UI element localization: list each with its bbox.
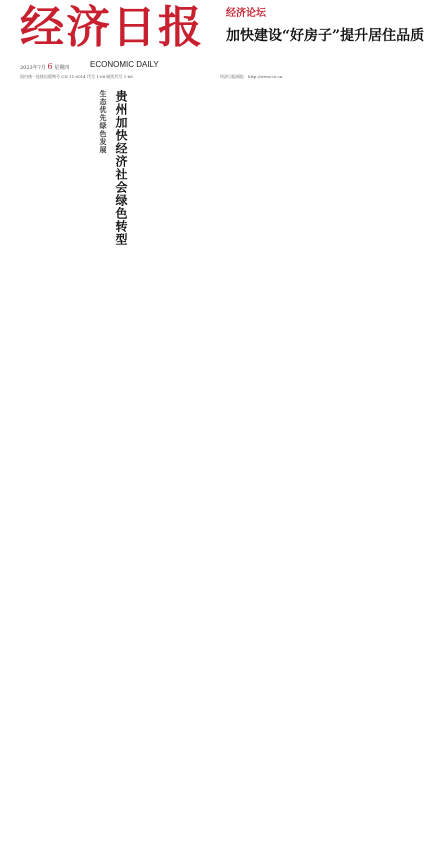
- issue-date: 2023年7月: [20, 65, 46, 71]
- masthead-info: 国内统一连续出版物号 CN 11-0014 代号 1-68 邮发代号 1-68: [20, 74, 133, 79]
- issue-weekday: 星期四: [54, 65, 70, 71]
- date-line: [20, 62, 80, 71]
- masthead-title: 经济日报: [20, 2, 204, 53]
- guizhou-headline: 贵州加快经济社会绿色转型: [114, 90, 128, 246]
- masthead-web: 经济日报网址：http://www.ce.cn: [220, 74, 283, 79]
- guizhou-section: [20, 90, 130, 260]
- forum-banner-label: 经济论坛: [226, 8, 266, 19]
- masthead-en: ECONOMIC DAILY: [90, 60, 159, 69]
- forum-banner: [226, 4, 436, 48]
- guizhou-subhead: 生态优先绿色发展: [99, 90, 108, 154]
- forum-headline: 加快建设“好房子”提升居住品质: [226, 28, 425, 44]
- issue-day: 6: [47, 62, 53, 71]
